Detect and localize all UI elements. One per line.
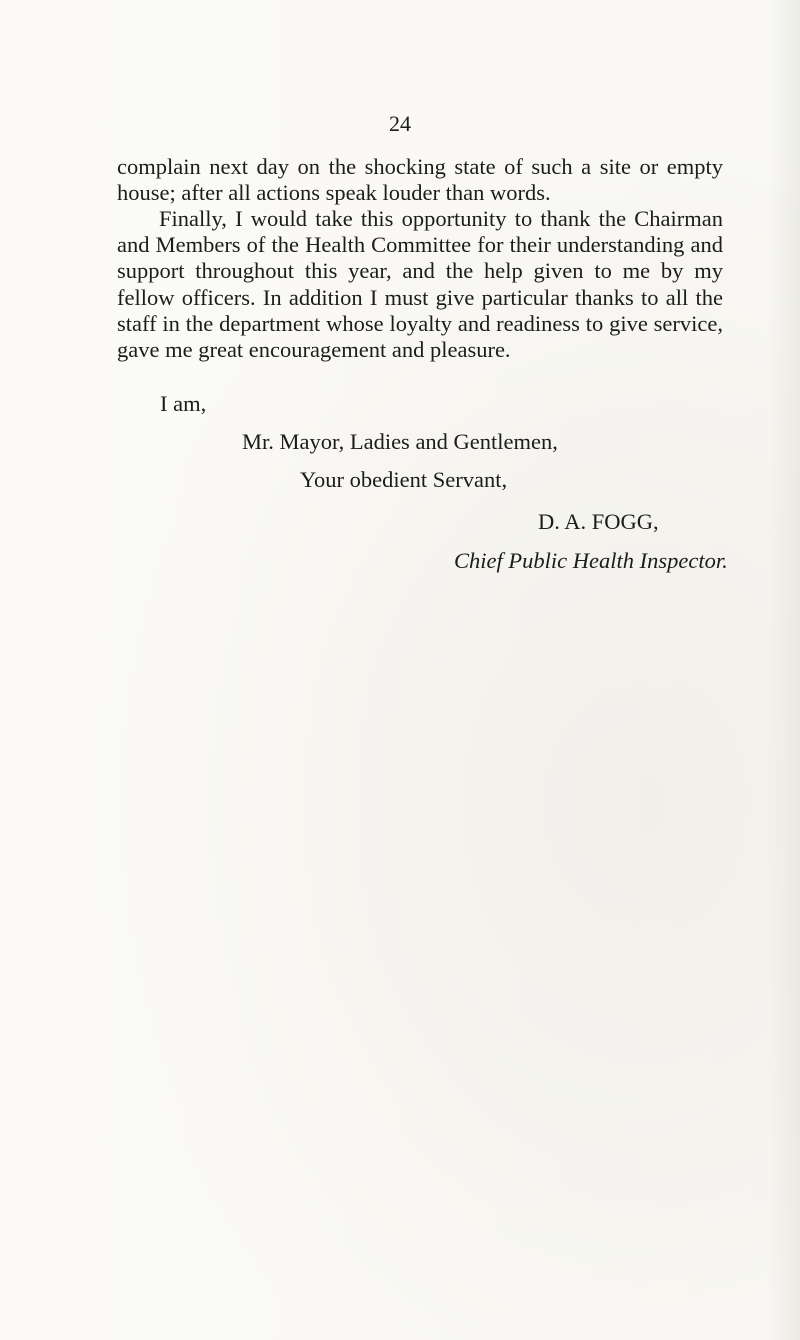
paragraph-thanks	[117, 206, 723, 363]
paragraph-text: Finally, I would take this opportunity to thank the Chairman and Members of the Health Committee for their understanding and support throughout this year, and the help given to me by my fellow officers. In addition I must give particular thanks to all the staff in the department whose loyalty and readiness to give service, gave me great encouragement and pleasure.	[117, 206, 723, 363]
paragraph-continuation	[117, 154, 723, 206]
closing-valediction: Your obedient Servant,	[300, 467, 508, 492]
signatory-name: D. A. FOGG,	[538, 509, 659, 534]
signatory-title: Chief Public Health Inspector.	[454, 548, 728, 573]
page-number: 24	[389, 111, 411, 136]
closing-salutation: Mr. Mayor, Ladies and Gentlemen,	[242, 429, 558, 454]
paragraph-text: complain next day on the shocking state of such a site or empty house; after all actions speak louder than words.	[117, 154, 723, 206]
closing-opening: I am,	[160, 391, 207, 416]
